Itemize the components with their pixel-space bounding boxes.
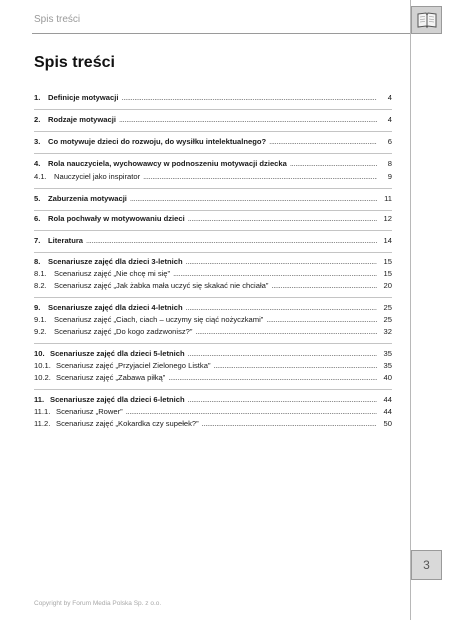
- toc-entry-page: 4: [387, 93, 392, 102]
- toc-entry-page: 44: [383, 395, 392, 404]
- toc-entry-number: 8.: [34, 257, 41, 266]
- margin-rule: [410, 0, 411, 620]
- toc-entry-title: Scenariusz zajęć „Kokardka czy supełek?”: [56, 419, 199, 428]
- toc-entry[interactable]: [34, 394, 392, 406]
- toc-entry[interactable]: [34, 136, 392, 148]
- leader-dots: [186, 256, 377, 268]
- toc-subentry[interactable]: [34, 406, 392, 418]
- separator: [34, 230, 392, 231]
- toc-entry[interactable]: [34, 158, 392, 170]
- toc-entry-page: 44: [383, 407, 392, 416]
- leader-dots: [188, 213, 377, 225]
- toc-entry-number: 6.: [34, 214, 41, 223]
- toc-entry-title: Nauczyciel jako inspirator: [54, 172, 141, 181]
- toc-entry-page: 14: [383, 236, 392, 245]
- toc-entry-page: 15: [383, 257, 392, 266]
- toc-entry-title: Rodzaje motywacji: [48, 115, 116, 124]
- toc-entry-title: Scenariusze zajęć dla dzieci 3-letnich: [48, 257, 183, 266]
- header-rule: [32, 33, 410, 34]
- toc-subentry[interactable]: [34, 171, 392, 183]
- toc-entry-title: Literatura: [48, 236, 84, 245]
- toc-entry[interactable]: [34, 256, 392, 268]
- toc-entry-number: 3.: [34, 137, 41, 146]
- toc-entry-title: Scenariusz zajęć „Nie chcę mi się”: [54, 269, 171, 278]
- toc-entry-title: Definicje motywacji: [48, 93, 119, 102]
- leader-dots: [290, 158, 377, 170]
- toc-entry-page: 12: [383, 214, 392, 223]
- leader-dots: [195, 326, 377, 338]
- toc-entry-number: 2.: [34, 115, 41, 124]
- separator: [34, 153, 392, 154]
- separator: [34, 343, 392, 344]
- leader-dots: [202, 418, 377, 430]
- toc-entry-number: 4.1.: [34, 172, 47, 181]
- toc-entry-title: Scenariusz zajęć „Jak żabka mała uczyć się skakać nie chciała”: [54, 281, 269, 290]
- toc-entry-title: Scenariusze zajęć dla dzieci 4-letnich: [48, 303, 183, 312]
- leader-dots: [186, 302, 377, 314]
- toc-entry-title: Scenariusz „Rower”: [56, 407, 123, 416]
- toc-subentry[interactable]: [34, 268, 392, 280]
- running-header: Spis treści: [34, 14, 81, 25]
- toc-entry-number: 11.1.: [34, 407, 51, 416]
- toc-entry-page: 25: [383, 315, 392, 324]
- toc-entry-title: Scenariusze zajęć dla dzieci 5-letnich: [50, 349, 185, 358]
- toc-entry-page: 35: [383, 361, 392, 370]
- toc-entry-page: 9: [387, 172, 392, 181]
- leader-dots: [143, 171, 377, 183]
- toc-entry[interactable]: [34, 213, 392, 225]
- toc-subentry[interactable]: [34, 418, 392, 430]
- toc-entry-number: 9.2.: [34, 327, 47, 336]
- leader-dots: [266, 314, 377, 326]
- toc-entry[interactable]: [34, 92, 392, 104]
- separator: [34, 210, 392, 211]
- toc-entry-number: 9.1.: [34, 315, 47, 324]
- toc-entry-title: Rola pochwały w motywowaniu dzieci: [48, 214, 185, 223]
- leader-dots: [86, 235, 377, 247]
- toc-entry-title: Co motywuje dzieci do rozwoju, do wysiłku intelektualnego?: [48, 137, 267, 146]
- leader-dots: [126, 406, 377, 418]
- separator: [34, 131, 392, 132]
- book-tab: [411, 6, 442, 34]
- toc-entry-page: 11: [384, 194, 392, 203]
- toc-entry-number: 8.2.: [34, 281, 47, 290]
- page-title: Spis treści: [34, 54, 115, 71]
- toc-entry-number: 10.1.: [34, 361, 51, 370]
- page-number: 3: [411, 550, 442, 580]
- leader-dots: [188, 394, 377, 406]
- separator: [34, 297, 392, 298]
- toc-entry-number: 1.: [34, 93, 41, 102]
- toc-entry-page: 40: [383, 373, 392, 382]
- toc-entry-number: 10.2.: [34, 373, 51, 382]
- toc-subentry[interactable]: [34, 280, 392, 292]
- toc-entry-title: Zaburzenia motywacji: [48, 194, 127, 203]
- toc-entry-title: Scenariusze zajęć dla dzieci 6-letnich: [50, 395, 185, 404]
- leader-dots: [168, 372, 377, 384]
- toc-entry-page: 32: [383, 327, 392, 336]
- separator: [34, 188, 392, 189]
- toc-entry-page: 20: [383, 281, 392, 290]
- toc-entry-title: Scenariusz zajęć „Do kogo zadzwonisz?”: [54, 327, 193, 336]
- toc-entry-number: 7.: [34, 236, 41, 245]
- toc-entry-page: 50: [383, 419, 392, 428]
- toc-subentry[interactable]: [34, 326, 392, 338]
- toc-entry-number: 4.: [34, 159, 41, 168]
- separator: [34, 109, 392, 110]
- toc-entry[interactable]: [34, 235, 392, 247]
- toc-entry[interactable]: [34, 302, 392, 314]
- toc-entry-page: 8: [387, 159, 392, 168]
- toc-entry-title: Scenariusz zajęć „Ciach, ciach – uczymy się ciąć nożyczkami”: [54, 315, 264, 324]
- toc-entry-number: 11.2.: [34, 419, 51, 428]
- copyright-footer: Copyright by Forum Media Polska Sp. z o.o.: [34, 600, 162, 607]
- toc-entry[interactable]: [34, 193, 392, 205]
- toc-subentry[interactable]: [34, 360, 392, 372]
- leader-dots: [213, 360, 377, 372]
- toc-entry-page: 35: [383, 349, 392, 358]
- toc-entry-number: 10.: [34, 349, 45, 358]
- toc-subentry[interactable]: [34, 372, 392, 384]
- toc-subentry[interactable]: [34, 314, 392, 326]
- separator: [34, 389, 392, 390]
- leader-dots: [188, 348, 377, 360]
- toc-entry[interactable]: [34, 348, 392, 360]
- leader-dots: [271, 280, 377, 292]
- toc-entry-number: 9.: [34, 303, 41, 312]
- toc-entry-number: 5.: [34, 194, 41, 203]
- toc-entry-title: Rola nauczyciela, wychowawcy w podnoszeniu motywacji dziecka: [48, 159, 287, 168]
- leader-dots: [121, 92, 377, 104]
- toc-entry-title: Scenariusz zajęć „Przyjaciel Zielonego Listka”: [56, 361, 211, 370]
- toc-entry-page: 6: [387, 137, 392, 146]
- toc-entry[interactable]: [34, 114, 392, 126]
- leader-dots: [119, 114, 377, 126]
- toc-entry-page: 4: [387, 115, 392, 124]
- leader-dots: [173, 268, 377, 280]
- separator: [34, 252, 392, 253]
- toc-entry-title: Scenariusz zajęć „Zabawa piłką”: [56, 373, 166, 382]
- toc-entry-page: 15: [383, 269, 392, 278]
- leader-dots: [130, 193, 377, 205]
- toc-entry-number: 11.: [34, 395, 45, 404]
- toc-entry-number: 8.1.: [34, 269, 47, 278]
- leader-dots: [269, 136, 377, 148]
- book-icon: [416, 11, 438, 29]
- toc-entry-page: 25: [383, 303, 392, 312]
